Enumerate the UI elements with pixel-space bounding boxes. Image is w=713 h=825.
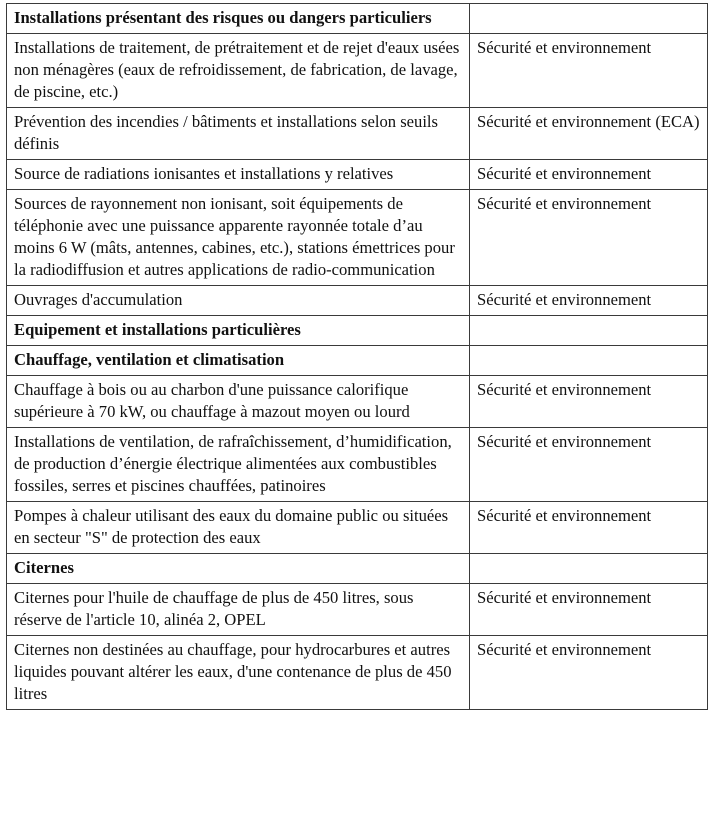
authority-cell: Sécurité et environnement bbox=[470, 428, 708, 502]
authority-cell: Sécurité et environnement bbox=[470, 286, 708, 316]
installation-cell: Installations de ventilation, de rafraîchissement, d’humidification, de production d’énergie électrique alimentées aux combustibles fossiles, serres et piscines chauffées, patinoires bbox=[7, 428, 470, 502]
installation-cell: Pompes à chaleur utilisant des eaux du domaine public ou situées en secteur "S" de protection des eaux bbox=[7, 502, 470, 554]
authority-cell bbox=[470, 554, 708, 584]
table-row bbox=[7, 428, 708, 502]
section-heading-cell: Chauffage, ventilation et climatisation bbox=[7, 346, 470, 376]
installation-cell: Citernes pour l'huile de chauffage de plus de 450 litres, sous réserve de l'article 10, alinéa 2, OPEL bbox=[7, 584, 470, 636]
section-heading-cell: Equipement et installations particulières bbox=[7, 316, 470, 346]
table-row bbox=[7, 584, 708, 636]
table-row bbox=[7, 286, 708, 316]
authority-cell bbox=[470, 4, 708, 34]
table-row bbox=[7, 160, 708, 190]
authority-cell: Sécurité et environnement bbox=[470, 34, 708, 108]
table-row-section-heading bbox=[7, 4, 708, 34]
installation-cell: Source de radiations ionisantes et installations y relatives bbox=[7, 160, 470, 190]
table-row bbox=[7, 190, 708, 286]
installation-cell: Installations de traitement, de prétraitement et de rejet d'eaux usées non ménagères (eaux de refroidissement, de fabrication, de lavage, de piscine, etc.) bbox=[7, 34, 470, 108]
authority-cell bbox=[470, 316, 708, 346]
authority-cell: Sécurité et environnement bbox=[470, 584, 708, 636]
authority-cell: Sécurité et environnement (ECA) bbox=[470, 108, 708, 160]
table-row bbox=[7, 376, 708, 428]
table-row bbox=[7, 502, 708, 554]
authority-cell: Sécurité et environnement bbox=[470, 502, 708, 554]
table-row-section-heading bbox=[7, 554, 708, 584]
authority-cell: Sécurité et environnement bbox=[470, 376, 708, 428]
installations-table bbox=[6, 3, 708, 710]
table-row-section-heading bbox=[7, 346, 708, 376]
table-row-section-heading bbox=[7, 316, 708, 346]
authority-cell: Sécurité et environnement bbox=[470, 190, 708, 286]
section-heading-cell: Citernes bbox=[7, 554, 470, 584]
installation-cell: Sources de rayonnement non ionisant, soit équipements de téléphonie avec une puissance apparente rayonnée totale d’au moins 6 W (mâts, antennes, cabines, etc.), stations émettrices pour la radiodiffusion et autres applications de radio-communication bbox=[7, 190, 470, 286]
installation-cell: Prévention des incendies / bâtiments et installations selon seuils définis bbox=[7, 108, 470, 160]
installation-cell: Ouvrages d'accumulation bbox=[7, 286, 470, 316]
section-heading-cell: Installations présentant des risques ou dangers particuliers bbox=[7, 4, 470, 34]
authority-cell: Sécurité et environnement bbox=[470, 160, 708, 190]
installation-cell: Chauffage à bois ou au charbon d'une puissance calorifique supérieure à 70 kW, ou chauffage à mazout moyen ou lourd bbox=[7, 376, 470, 428]
authority-cell: Sécurité et environnement bbox=[470, 636, 708, 710]
installation-cell: Citernes non destinées au chauffage, pour hydrocarbures et autres liquides pouvant altérer les eaux, d'une contenance de plus de 450 litres bbox=[7, 636, 470, 710]
table-row bbox=[7, 34, 708, 108]
authority-cell bbox=[470, 346, 708, 376]
table-row bbox=[7, 636, 708, 710]
table-row bbox=[7, 108, 708, 160]
